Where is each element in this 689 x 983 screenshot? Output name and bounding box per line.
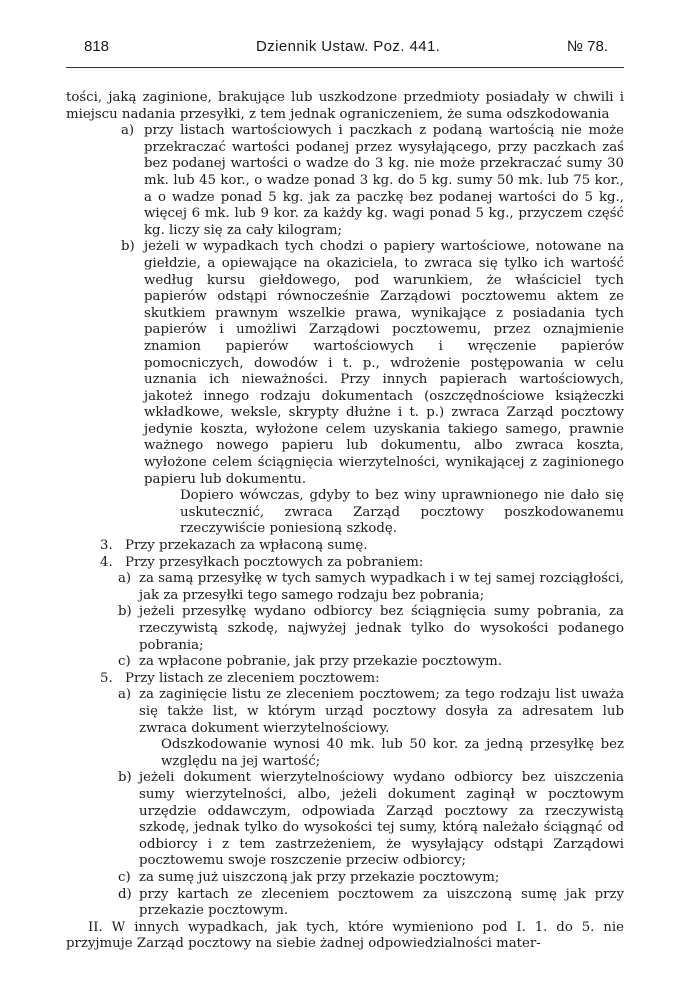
point-5-a-continuation: Odszkodowanie wynosi 40 mk. lub 50 kor. za jedną przesyłkę bez względu na jej wartość;: [161, 737, 624, 769]
item-text: jeżeli przesyłkę wydano odbiorcy bez ściągnięcia sumy pobrania, za rzeczywistą szkodę, najwyżej jednak tylko do wysokości podanego pobrania;: [139, 604, 624, 653]
list-item-a: [66, 123, 624, 239]
item-text: za sumę już uiszczoną jak przy przekazie pocztowym;: [139, 869, 500, 885]
item-text: przy kartach ze zleceniem pocztowem za uiszczoną sumę jak przy przekazie pocztowym.: [139, 886, 624, 919]
item-text: za samą przesyłkę w tych samych wypadkach i w tej samej rozciągłości, jak za przesyłki tego samego rodzaju bez pobrania;: [139, 571, 624, 603]
point-text: Przy przesyłkach pocztowych za pobraniem:: [125, 554, 424, 570]
item-text: jeżeli w wypadkach tych chodzi o papiery wartościowe, notowane na giełdzie, a opiewające na okaziciela, to zwraca się tylko ich wartość według kursu giełdowego, pod warunkiem, że właściciel tych papierów odstąpi równocześnie Zarządowi pocztowemu aktem ze skutkiem prawnym wszelkie prawa, wynikające z posiadania tych papierów i umożliwi Zarządowi pocztowemu, przez oznajmienie znamion papierów wartościowych i wręczenie papierów pomocniczych, dowodów i t. p., wdrożenie postępowania w celu uznania ich nieważności. Przy innych papierach wartościowych, jakoteż innego rodzaju dokumentach (oszczędnościowe książeczki wkładkowe, weksle, skrypty dłużne i t. p.) zwraca Zarząd pocztowy jedynie koszta, wyłożone celem uzyskania takiego samego, prawnie ważnego nowego papieru lub dokumentu, albo zwraca koszta, wyłożone celem ściągnięcia wierzytelności, wynikającej z zaginionego papieru lub dokumentu.: [144, 239, 624, 487]
point-4-item-c: [66, 654, 624, 671]
item-label: c): [118, 869, 131, 885]
item-text: za wpłacone pobranie, jak przy przekazie pocztowym.: [139, 654, 502, 670]
point-label: 3.: [100, 538, 113, 554]
item-label: c): [118, 654, 131, 670]
point-4-item-a: [66, 571, 624, 604]
item-text: przy listach wartościowych i paczkach z podaną wartością nie może przekraczać wartości podanej przez wysyłającego, przy paczkach zaś bez podanej wartości o wadze do 3 kg. nie może przekraczać sumy 30 mk. lub 45 kor., o wadze ponad 3 kg. do 5 kg. sumy 50 mk. lub 75 kor., a o wadze ponad 5 kg. jak za paczkę bez podanej wartości do 5 kg., więcej 6 mk. lub 9 kor. za każdy kg. wagi ponad 5 kg., przyczem część kg. liczy się za cały kilogram;: [144, 123, 624, 238]
point-text: Przy listach ze zleceniem pocztowem:: [125, 670, 380, 686]
item-label: b): [121, 239, 135, 255]
item-label: a): [118, 687, 132, 703]
issue-number: № 78.: [566, 38, 608, 55]
item-label: a): [121, 123, 135, 139]
point-5: [66, 671, 624, 688]
item-text: za zaginięcie listu ze zleceniem pocztowem; za tego rodzaju list uważa się także list, w którym urząd pocztowy dosyła za adresatem lub zwraca dokument wierzytelnościowy.: [139, 687, 624, 736]
item-label: b): [118, 604, 132, 620]
page-number: 818: [84, 38, 110, 55]
document-body: [66, 90, 624, 953]
point-label: 5.: [100, 670, 113, 686]
item-label: b): [118, 770, 132, 786]
item-text: jeżeli dokument wierzytelnościowy wydano odbiorcy bez uiszczenia sumy wierzytelności, albo, jeżeli dokument zaginął w pocztowym urzędzie oddawczym, odpowiada Zarząd pocztowy za rzeczywistą szkodę, jednak tylko do wysokości tej sumy, którą należało ściągnąć od odbiorcy i z tem zastrzeżeniem, że wysyłający odstąpi Zarządowi pocztowemu swoje roszczenie przeciw odbiorcy;: [139, 770, 624, 869]
item-label: a): [118, 571, 132, 587]
point-3: [66, 538, 624, 555]
item-label: d): [118, 886, 132, 902]
point-text: Przy przekazach za wpłaconą sumę.: [125, 538, 368, 554]
intro-paragraph: tości, jaką zaginione, brakujące lub uszkodzone przedmioty posiadały w chwili i miejscu nadania przesyłki, z tem jednak ograniczeniem, że suma odszkodowania: [66, 90, 624, 122]
header-rule: [66, 67, 624, 68]
point-5-item-b: [66, 770, 624, 870]
point-5-item-d: [66, 887, 624, 920]
section-2-paragraph: II. W innych wypadkach, jak tych, które wymieniono pod I. 1. do 5. nie przyjmuje Zarząd pocztowy na siebie żadnej odpowiedzialności mater-: [66, 919, 624, 952]
page-header: [84, 38, 608, 58]
list-item-b: [66, 239, 624, 488]
journal-title: Dziennik Ustaw. Poz. 441.: [256, 38, 441, 55]
point-label: 4.: [100, 554, 113, 570]
point-4-item-b: [66, 604, 624, 654]
dopiero-paragraph: Dopiero wówczas, gdyby to bez winy uprawnionego nie dało się uskutecznić, zwraca Zarząd pocztowy poszkodowanemu rzeczywiście poniesioną szkodę.: [180, 488, 624, 537]
point-5-item-a: [66, 687, 624, 737]
point-5-item-c: [66, 870, 624, 887]
point-4: [66, 555, 624, 572]
